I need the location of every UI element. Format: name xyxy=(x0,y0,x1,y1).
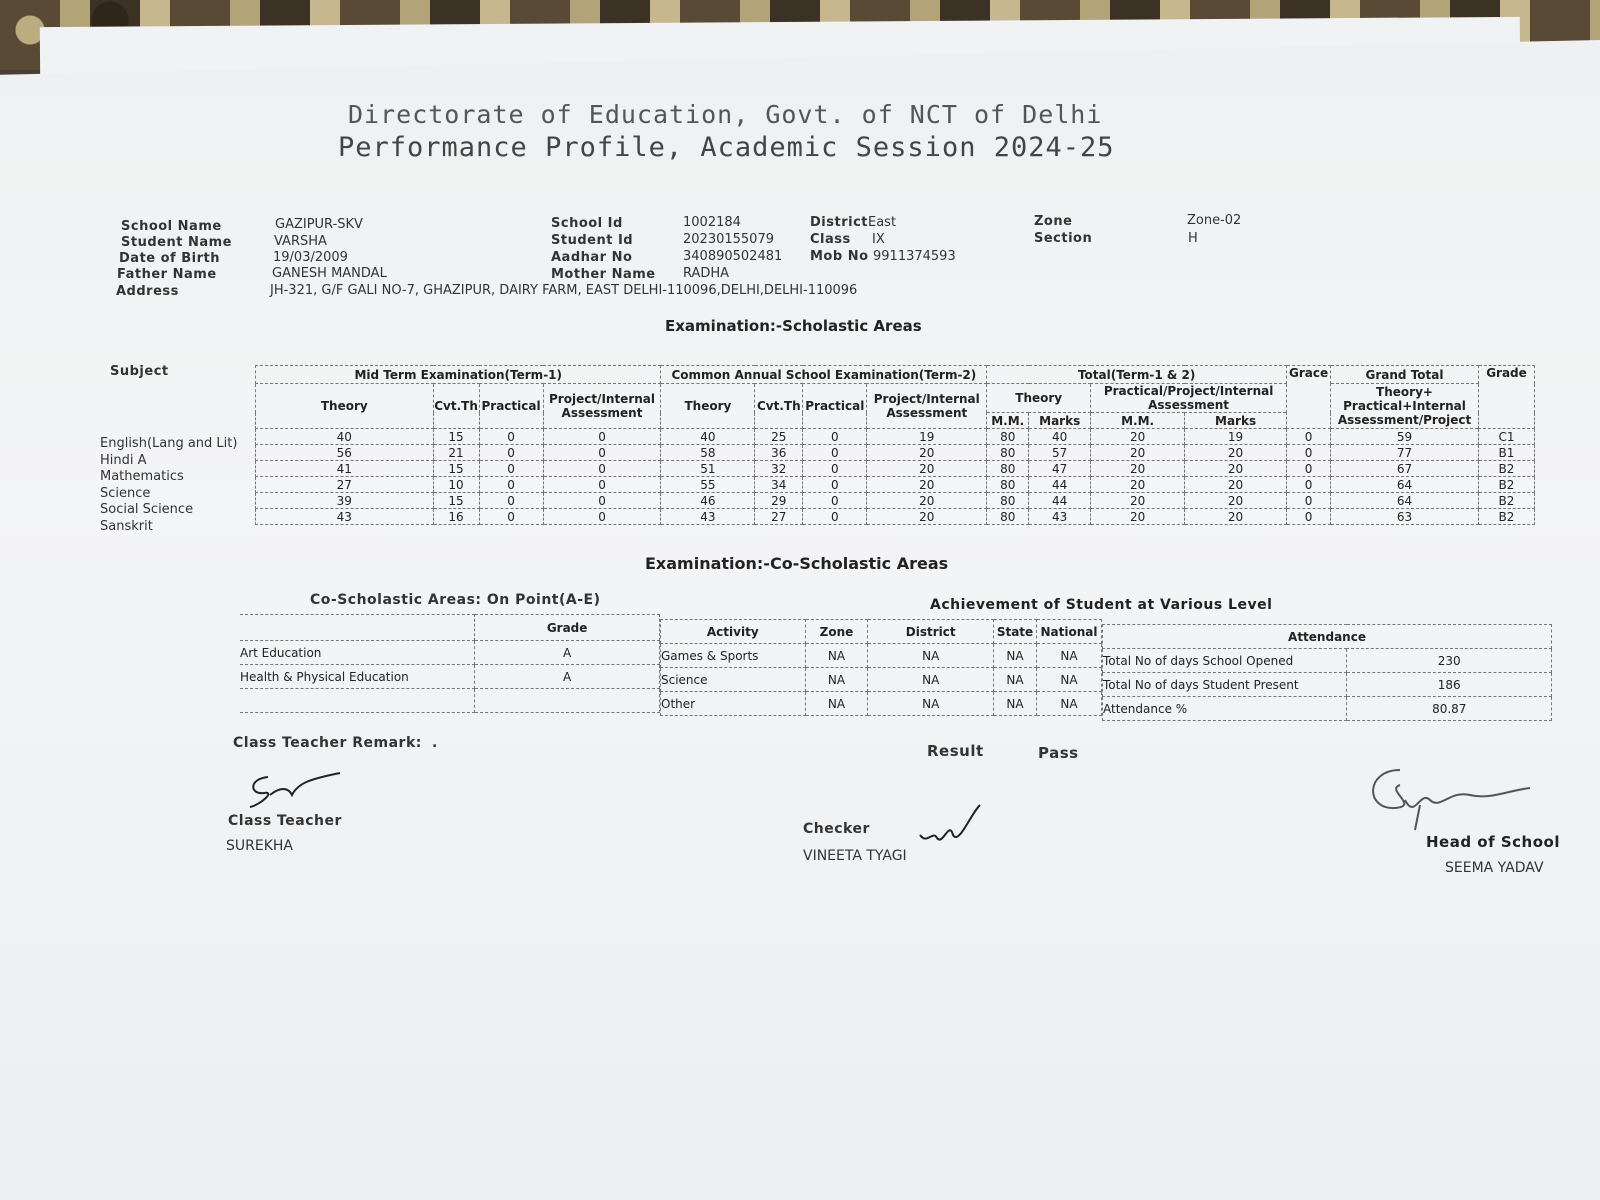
activity-zone: NA xyxy=(805,644,868,668)
marks-cell: 20 xyxy=(1091,509,1185,525)
marks-cell: 20 xyxy=(867,461,987,477)
subject-header: Subject xyxy=(110,364,169,379)
achievement-state-header: State xyxy=(994,620,1037,644)
marks-cell: 20 xyxy=(867,493,987,509)
activity-zone: NA xyxy=(805,668,868,692)
term2-header: Common Annual School Examination(Term-2) xyxy=(661,366,987,384)
marks-cell: 15 xyxy=(433,493,479,509)
checker-label: Checker xyxy=(803,821,870,837)
marks-cell: 0 xyxy=(803,477,867,493)
marks-cell: 20 xyxy=(1091,429,1185,445)
activity-district: NA xyxy=(868,668,994,692)
class: IX xyxy=(872,232,885,247)
coscholastic-area: Art Education xyxy=(240,641,475,665)
marks-cell: 80 xyxy=(987,461,1029,477)
checker-signature xyxy=(915,800,985,850)
marks-cell: 15 xyxy=(433,461,479,477)
marks-cell: B1 xyxy=(1478,445,1534,461)
marks-cell: 80 xyxy=(987,477,1029,493)
achievement-title: Achievement of Student at Various Level xyxy=(930,597,1273,613)
marks-cell: 64 xyxy=(1331,477,1479,493)
marks-cell: 20 xyxy=(1185,477,1287,493)
total-practical-header: Practical/Project/Internal Assessment xyxy=(1091,384,1287,413)
marks-cell: 0 xyxy=(1287,461,1331,477)
mob-label: Mob No xyxy=(810,249,869,264)
achievement-national-header: National xyxy=(1037,620,1102,644)
result-value: Pass xyxy=(1038,744,1079,762)
district: East xyxy=(868,215,897,230)
marks-cell: 0 xyxy=(479,461,543,477)
student-id-label: Student Id xyxy=(551,233,634,248)
grace-header: Grace xyxy=(1287,366,1331,429)
grand-total-subheader: Theory+ Practical+Internal Assessment/Project xyxy=(1331,384,1479,429)
activity-national: NA xyxy=(1037,644,1102,668)
marks-cell: 20 xyxy=(1091,477,1185,493)
marks-cell: 57 xyxy=(1029,445,1091,461)
activity-name: Games & Sports xyxy=(661,644,806,668)
attendance-table xyxy=(1102,624,1552,721)
marks-cell: B2 xyxy=(1478,493,1534,509)
activity-state: NA xyxy=(994,668,1037,692)
dob-label: Date of Birth xyxy=(119,251,220,266)
checker-name: VINEETA TYAGI xyxy=(803,848,907,864)
marks-row xyxy=(256,429,1535,445)
marks-cell: 0 xyxy=(479,445,543,461)
marks-cell: 43 xyxy=(661,509,755,525)
term1-theory-header: Theory xyxy=(256,384,434,429)
practical-mm-header: M.M. xyxy=(1091,413,1185,429)
head-signature xyxy=(1360,760,1540,835)
marks-body xyxy=(256,429,1535,525)
class-teacher-signature xyxy=(240,765,350,810)
marks-cell: 0 xyxy=(543,461,661,477)
scholastic-table xyxy=(255,365,1535,525)
marks-cell: 58 xyxy=(661,445,755,461)
marks-cell: 67 xyxy=(1331,461,1479,477)
section-label: Section xyxy=(1034,231,1093,246)
achievement-zone-header: Zone xyxy=(805,620,868,644)
marks-row xyxy=(256,477,1535,493)
marks-cell: 77 xyxy=(1331,445,1479,461)
total-header: Total(Term-1 & 2) xyxy=(987,366,1287,384)
aadhar-number: 340890502481 xyxy=(683,249,783,264)
marks-cell: 40 xyxy=(1029,429,1091,445)
marks-cell: 41 xyxy=(256,461,434,477)
marks-cell: 20 xyxy=(1091,493,1185,509)
marks-cell: 0 xyxy=(543,509,661,525)
marks-cell: 19 xyxy=(867,429,987,445)
section: H xyxy=(1188,231,1198,246)
marks-cell: 0 xyxy=(1287,493,1331,509)
marks-cell: 20 xyxy=(867,509,987,525)
marks-cell: C1 xyxy=(1478,429,1534,445)
activity-state: NA xyxy=(994,692,1037,716)
marks-cell: 80 xyxy=(987,429,1029,445)
marks-cell: 36 xyxy=(755,445,803,461)
zone-label: Zone xyxy=(1034,214,1073,229)
marks-cell: 51 xyxy=(661,461,755,477)
marks-cell: 43 xyxy=(1029,509,1091,525)
term1-practical-header: Practical xyxy=(479,384,543,429)
marks-cell: 0 xyxy=(803,509,867,525)
mother-name: RADHA xyxy=(683,266,730,281)
term1-cvt-header: Cvt.Th xyxy=(433,384,479,429)
marks-cell: 0 xyxy=(803,429,867,445)
marks-cell: 80 xyxy=(987,445,1029,461)
activity-header: Activity xyxy=(661,620,806,644)
marks-cell: 40 xyxy=(661,429,755,445)
student-id: 20230155079 xyxy=(683,232,774,247)
marks-cell: 0 xyxy=(1287,429,1331,445)
marks-cell: 0 xyxy=(479,509,543,525)
marks-cell: 27 xyxy=(256,477,434,493)
theory-mm-header: M.M. xyxy=(987,413,1029,429)
activity-name: Science xyxy=(661,668,806,692)
marks-cell: 19 xyxy=(1185,429,1287,445)
attendance-label: Total No of days Student Present xyxy=(1103,673,1347,697)
mother-name-label: Mother Name xyxy=(551,267,656,282)
marks-cell: 80 xyxy=(987,509,1029,525)
marks-cell: 20 xyxy=(867,477,987,493)
marks-cell: 63 xyxy=(1331,509,1479,525)
scholastic-title: Examination:-Scholastic Areas xyxy=(665,317,922,335)
marks-cell: 44 xyxy=(1029,477,1091,493)
marks-row xyxy=(256,493,1535,509)
total-theory-header: Theory xyxy=(987,384,1091,413)
marks-cell: 56 xyxy=(256,445,434,461)
term1-header: Mid Term Examination(Term-1) xyxy=(256,366,661,384)
dob: 19/03/2009 xyxy=(273,250,348,265)
grand-total-header: Grand Total xyxy=(1331,366,1479,384)
term2-practical-header: Practical xyxy=(803,384,867,429)
student-name-label: Student Name xyxy=(121,235,232,250)
marks-cell: 27 xyxy=(755,509,803,525)
address: JH-321, G/F GALI NO-7, GHAZIPUR, DAIRY FARM, EAST DELHI-110096,DELHI,DELHI-110096 xyxy=(270,283,858,298)
marks-cell: 0 xyxy=(1287,477,1331,493)
subject-name: Mathematics xyxy=(100,469,184,484)
class-teacher-label: Class Teacher xyxy=(228,813,342,829)
class-teacher-name: SUREKHA xyxy=(226,838,293,854)
mobile-number: 9911374593 xyxy=(873,249,956,264)
term1-project-header: Project/Internal Assessment xyxy=(543,384,661,429)
student-name: VARSHA xyxy=(274,234,327,249)
school-name: GAZIPUR-SKV xyxy=(275,217,363,232)
activity-state: NA xyxy=(994,644,1037,668)
remark-value: . xyxy=(432,735,438,751)
marks-cell: 80 xyxy=(987,493,1029,509)
attendance-value: 186 xyxy=(1347,673,1552,697)
coscholastic-grades-table xyxy=(240,614,660,713)
school-id-label: School Id xyxy=(551,216,623,231)
marks-cell: 0 xyxy=(479,429,543,445)
marks-cell: 0 xyxy=(543,429,661,445)
marks-cell: 20 xyxy=(1185,509,1287,525)
marks-cell: 0 xyxy=(543,493,661,509)
achievement-district-header: District xyxy=(868,620,994,644)
marks-cell: 0 xyxy=(479,493,543,509)
marks-cell: 47 xyxy=(1029,461,1091,477)
marks-cell: 20 xyxy=(1185,445,1287,461)
theory-marks-header: Marks xyxy=(1029,413,1091,429)
term2-theory-header: Theory xyxy=(661,384,755,429)
marks-cell: 20 xyxy=(867,445,987,461)
marks-cell: 46 xyxy=(661,493,755,509)
result-label: Result xyxy=(927,742,984,760)
coscholastic-grade: A xyxy=(475,641,660,665)
head-of-school-name: SEEMA YADAV xyxy=(1445,860,1544,876)
marks-row xyxy=(256,509,1535,525)
marks-cell: 40 xyxy=(256,429,434,445)
attendance-label: Attendance % xyxy=(1103,697,1347,721)
activity-zone: NA xyxy=(805,692,868,716)
coscholastic-area: Health & Physical Education xyxy=(240,665,475,689)
attendance-value: 80.87 xyxy=(1347,697,1552,721)
subject-list xyxy=(100,436,237,535)
coscholastic-grade: A xyxy=(475,665,660,689)
activity-national: NA xyxy=(1037,692,1102,716)
marks-cell: 43 xyxy=(256,509,434,525)
marks-cell: 32 xyxy=(755,461,803,477)
subject-name: Social Science xyxy=(100,502,194,517)
marks-row xyxy=(256,445,1535,461)
activity-district: NA xyxy=(868,644,994,668)
marks-cell: 0 xyxy=(803,445,867,461)
marks-cell: 0 xyxy=(1287,509,1331,525)
activity-district: NA xyxy=(868,692,994,716)
marks-cell: 20 xyxy=(1185,493,1287,509)
marks-cell: 34 xyxy=(755,477,803,493)
coscholastic-title: Examination:-Co-Scholastic Areas xyxy=(645,554,949,573)
marks-cell: 64 xyxy=(1331,493,1479,509)
aadhar-label: Aadhar No xyxy=(551,250,633,265)
activity-national: NA xyxy=(1037,668,1102,692)
school-name-label: School Name xyxy=(121,219,222,234)
marks-cell: 39 xyxy=(256,493,434,509)
coscholastic-left-title: Co-Scholastic Areas: On Point(A-E) xyxy=(310,592,601,608)
marks-cell: 44 xyxy=(1029,493,1091,509)
subject-name: Sanskrit xyxy=(100,518,153,534)
term2-cvt-header: Cvt.Th xyxy=(755,384,803,429)
marks-cell: 29 xyxy=(755,493,803,509)
address-label: Address xyxy=(116,284,179,299)
remark-label: Class Teacher Remark: xyxy=(233,735,422,751)
marks-cell: 20 xyxy=(1091,461,1185,477)
term2-project-header: Project/Internal Assessment xyxy=(867,384,987,429)
school-id: 1002184 xyxy=(683,215,741,230)
header-line-2: Performance Profile, Academic Session 2024-25 xyxy=(338,132,1115,163)
grade-header: Grade xyxy=(1478,366,1534,429)
class-label: Class xyxy=(810,232,851,247)
attendance-header: Attendance xyxy=(1103,625,1552,649)
marks-cell: 10 xyxy=(433,477,479,493)
attendance-value: 230 xyxy=(1347,649,1552,673)
father-name: GANESH MANDAL xyxy=(272,266,387,281)
marks-cell: B2 xyxy=(1478,477,1534,493)
marks-cell: 0 xyxy=(543,477,661,493)
marks-cell: 0 xyxy=(803,461,867,477)
marks-cell: 0 xyxy=(803,493,867,509)
marks-cell: B2 xyxy=(1478,509,1534,525)
marks-cell: 16 xyxy=(433,509,479,525)
subject-name: English(Lang and Lit) xyxy=(100,436,238,451)
father-name-label: Father Name xyxy=(117,267,217,282)
subject-name: Science xyxy=(100,485,151,501)
practical-marks-header: Marks xyxy=(1185,413,1287,429)
marks-cell: 0 xyxy=(543,445,661,461)
marks-cell: 55 xyxy=(661,477,755,493)
marks-cell: 59 xyxy=(1331,429,1479,445)
attendance-label: Total No of days School Opened xyxy=(1103,649,1347,673)
marks-cell: 0 xyxy=(1287,445,1331,461)
marks-cell: 20 xyxy=(1091,445,1185,461)
marks-cell: 25 xyxy=(755,429,803,445)
zone: Zone-02 xyxy=(1187,213,1242,228)
marks-cell: 20 xyxy=(1185,461,1287,477)
marks-cell: 21 xyxy=(433,445,479,461)
marks-cell: 15 xyxy=(433,429,479,445)
achievement-table xyxy=(660,619,1102,716)
header-line-1: Directorate of Education, Govt. of NCT of Delhi xyxy=(348,100,1103,129)
subject-name: Hindi A xyxy=(100,452,147,468)
coscholastic-grade-header: Grade xyxy=(475,615,660,641)
marks-row xyxy=(256,461,1535,477)
marks-cell: B2 xyxy=(1478,461,1534,477)
head-of-school-label: Head of School xyxy=(1426,833,1560,851)
marks-cell: 0 xyxy=(479,477,543,493)
district-label: District xyxy=(810,215,868,230)
activity-name: Other xyxy=(661,692,806,716)
